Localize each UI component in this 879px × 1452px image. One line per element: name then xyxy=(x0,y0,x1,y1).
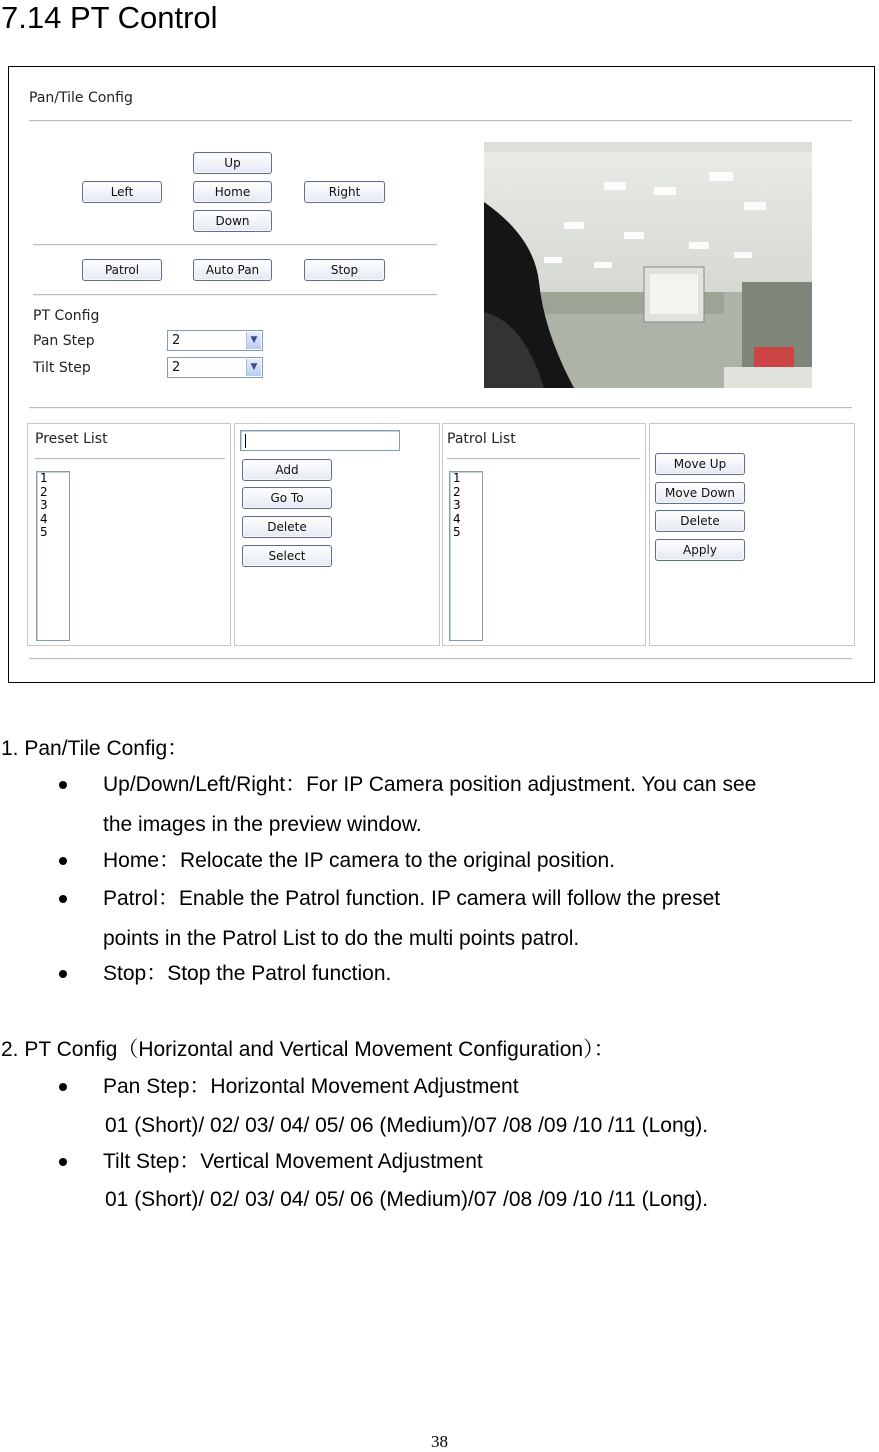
patrol-list-panel xyxy=(442,423,646,646)
pan-step-label: Pan Step xyxy=(33,333,95,349)
list-item[interactable]: 2 xyxy=(453,484,461,499)
pan-step-value: 2 xyxy=(172,333,181,348)
move-down-button[interactable]: Move Down xyxy=(655,482,745,504)
preset-listbox[interactable] xyxy=(36,471,70,641)
section-1-bullet-1-cont: the images in the preview window. xyxy=(103,813,422,836)
go-to-button[interactable]: Go To xyxy=(242,487,332,509)
pt-control-screenshot xyxy=(8,66,875,683)
list-item[interactable]: 3 xyxy=(40,498,48,512)
list-item[interactable]: 5 xyxy=(40,525,48,539)
list-item[interactable]: 1 xyxy=(453,471,461,485)
list-item[interactable]: 2 xyxy=(40,484,48,499)
pan-tile-config-title: Pan/Tile Config xyxy=(29,90,133,106)
preset-name-input[interactable] xyxy=(240,430,400,451)
section-1-bullet-1: Up/Down/Left/Right：For IP Camera position adjustment. You can see xyxy=(103,773,757,796)
tilt-step-select[interactable] xyxy=(167,357,263,378)
move-up-button[interactable]: Move Up xyxy=(655,453,745,475)
preset-actions-panel xyxy=(234,423,440,646)
divider xyxy=(35,458,225,460)
camera-preview xyxy=(484,142,812,388)
divider xyxy=(29,120,852,122)
preset-list-title: Preset List xyxy=(35,431,108,447)
bullet-icon xyxy=(59,895,67,903)
section-2-bullet-1: Pan Step：Horizontal Movement Adjustment xyxy=(103,1075,519,1098)
list-item[interactable]: 1 xyxy=(40,471,48,485)
patrol-list-title: Patrol List xyxy=(447,431,516,447)
page-title: 7.14 PT Control xyxy=(1,0,218,35)
text-caret xyxy=(245,434,246,448)
bullet-icon xyxy=(59,1158,67,1166)
bullet-icon xyxy=(59,970,67,978)
list-item[interactable]: 3 xyxy=(453,498,461,512)
divider xyxy=(447,458,640,460)
divider xyxy=(33,294,437,296)
chevron-down-icon[interactable]: ▼ xyxy=(246,359,261,376)
divider xyxy=(29,407,852,409)
patrol-listbox[interactable] xyxy=(449,471,483,641)
section-1-bullet-3-cont: points in the Patrol List to do the multi points patrol. xyxy=(103,927,580,950)
divider xyxy=(33,244,437,246)
bullet-icon xyxy=(59,781,67,789)
bullet-icon xyxy=(59,857,67,865)
list-item[interactable]: 4 xyxy=(453,511,461,526)
tilt-step-value: 2 xyxy=(172,360,181,375)
delete-patrol-button[interactable]: Delete xyxy=(655,510,745,532)
home-button[interactable]: Home xyxy=(193,181,272,203)
section-2-bullet-2: Tilt Step：Vertical Movement Adjustment xyxy=(103,1150,483,1173)
auto-pan-button[interactable]: Auto Pan xyxy=(193,259,272,281)
bullet-icon xyxy=(59,1083,67,1091)
delete-preset-button[interactable]: Delete xyxy=(242,516,332,538)
camera-preview-image xyxy=(484,142,812,388)
divider xyxy=(29,658,852,660)
left-button[interactable]: Left xyxy=(82,181,162,203)
preset-list-panel xyxy=(27,423,231,646)
patrol-actions-panel xyxy=(649,423,855,646)
section-2-title: 2. PT Config（Horizontal and Vertical Movement Configuration）： xyxy=(1,1038,615,1061)
list-item[interactable]: 5 xyxy=(453,525,461,539)
down-button[interactable]: Down xyxy=(193,210,272,232)
list-item[interactable]: 4 xyxy=(40,511,48,526)
add-button[interactable]: Add xyxy=(242,459,332,481)
page-number: 38 xyxy=(431,1432,448,1451)
pan-step-range: 01 (Short)/ 02/ 03/ 04/ 05/ 06 (Medium)/07 /08 /09 /10 /11 (Long). xyxy=(105,1114,709,1137)
right-button[interactable]: Right xyxy=(304,181,385,203)
select-button[interactable]: Select xyxy=(242,545,332,567)
up-button[interactable]: Up xyxy=(193,152,272,174)
section-1-bullet-2: Home：Relocate the IP camera to the original position. xyxy=(103,849,616,872)
pan-step-select[interactable] xyxy=(167,330,263,351)
pt-config-title: PT Config xyxy=(33,308,100,324)
tilt-step-range: 01 (Short)/ 02/ 03/ 04/ 05/ 06 (Medium)/07 /08 /09 /10 /11 (Long). xyxy=(105,1188,709,1211)
patrol-button[interactable]: Patrol xyxy=(82,259,162,281)
tilt-step-label: Tilt Step xyxy=(33,360,91,376)
section-1-title: 1. Pan/Tile Config： xyxy=(1,737,189,760)
section-1-bullet-4: Stop：Stop the Patrol function. xyxy=(103,962,392,985)
stop-button[interactable]: Stop xyxy=(304,259,385,281)
section-1-bullet-3: Patrol：Enable the Patrol function. IP camera will follow the preset xyxy=(103,887,721,910)
chevron-down-icon[interactable]: ▼ xyxy=(246,332,261,349)
apply-button[interactable]: Apply xyxy=(655,539,745,561)
